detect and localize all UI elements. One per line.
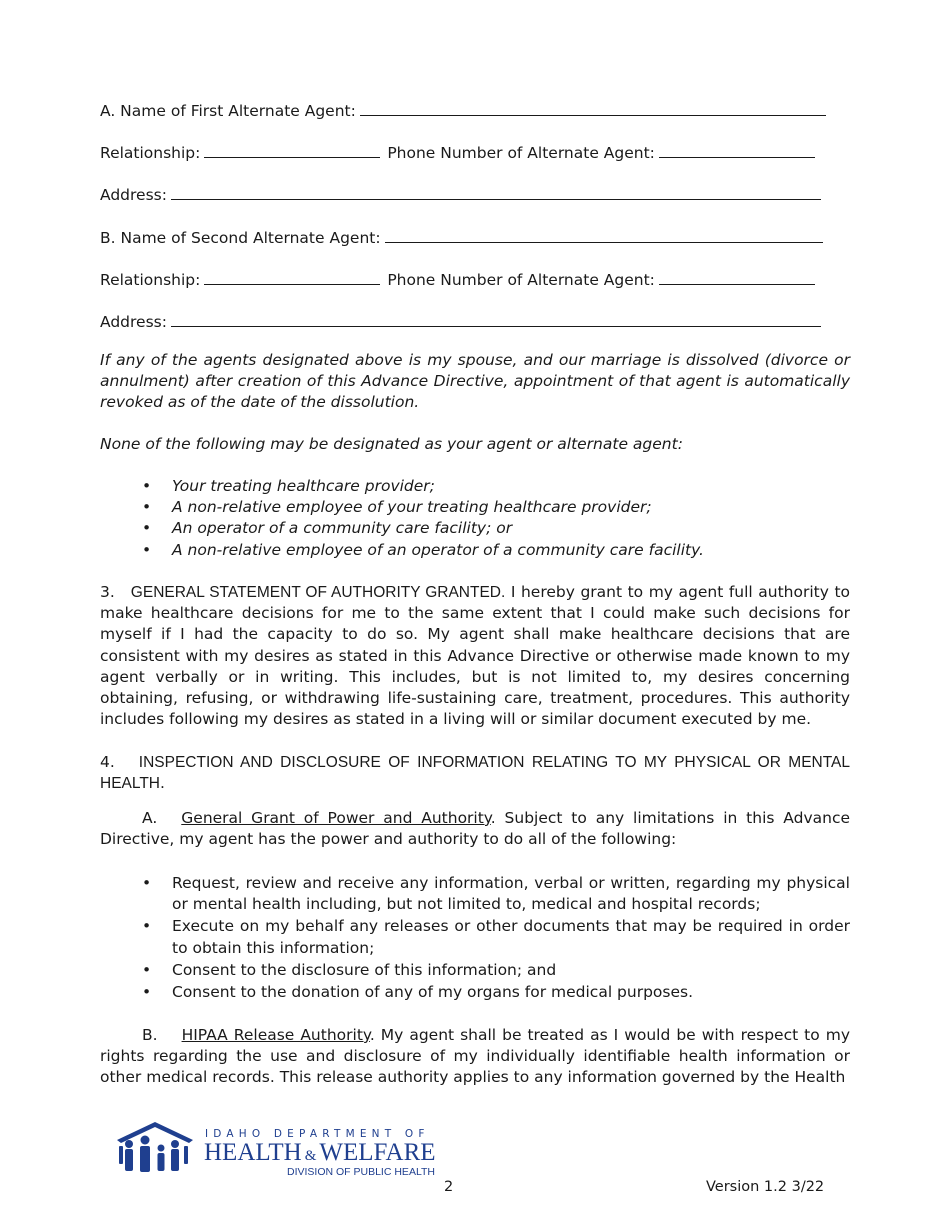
version-label: Version 1.2 3/22 <box>706 1179 825 1195</box>
section-4b-title: HIPAA Release Authority <box>181 1026 370 1044</box>
logo-line-3: DIVISION OF PUBLIC HEALTH <box>287 1166 435 1178</box>
first-agent-name-blank[interactable] <box>360 100 826 116</box>
first-agent-relationship-field <box>100 142 815 163</box>
list-item: • Execute on my behalf any releases or other documents that may be required in order to obtain this information; <box>142 917 850 957</box>
section-4a-title: General Grant of Power and Authority <box>181 809 491 827</box>
list-item: • Consent to the donation of any of my organs for medical purposes. <box>100 982 850 1003</box>
section-4-heading: INSPECTION AND DISCLOSURE OF INFORMATION RELATING TO MY PHYSICAL OR MENTAL HEALTH <box>100 754 850 793</box>
section-4a-body: . Subject to any limitations in this Advance Directive, my agent has the power and authority to do all of the following: <box>100 809 850 849</box>
bullet-icon: • <box>142 874 152 892</box>
first-agent-name-field <box>100 100 826 121</box>
excluded-agents-list <box>100 476 850 561</box>
relationship-label: Relationship: <box>100 144 201 162</box>
second-agent-relationship-field <box>100 269 815 290</box>
section-4a <box>100 808 850 850</box>
list-item: • Consent to the disclosure of this information; and <box>100 960 850 981</box>
section-4a-letter: A. <box>142 809 158 827</box>
phone-label: Phone Number of Alternate Agent: <box>387 144 655 162</box>
logo-line-2: HEALTH & WELFARE <box>204 1139 436 1166</box>
first-phone-blank[interactable] <box>659 142 815 158</box>
section-4b-letter: B. <box>142 1026 158 1044</box>
address-label: Address: <box>100 186 167 204</box>
second-agent-name-field <box>100 227 823 248</box>
first-relationship-blank[interactable] <box>204 142 380 158</box>
section-3-body: I hereby grant to my agent full authority to make healthcare decisions for me to the same extent that I could make such decisions for myself if I had the capacity to do so. My agent shall make healthcare decisions that are consistent with my desires as stated in this Advance Directive or otherwise made known to my agent verbally or in writing. This includes, but is not limited to, my desires concerning obtaining, refusing, or withdrawing life-sustaining care, treatment, procedures. This authority includes following my desires as stated in a living will or similar document executed by me. <box>100 583 851 729</box>
section-3-heading: GENERAL STATEMENT OF AUTHORITY GRANTED. <box>130 584 506 601</box>
second-relationship-blank[interactable] <box>204 269 380 285</box>
address-label: Address: <box>100 313 167 331</box>
list-item: • An operator of a community care facility; or <box>100 518 850 539</box>
logo-line-1: IDAHO DEPARTMENT OF <box>205 1128 430 1140</box>
bullet-icon: • <box>142 498 152 517</box>
second-agent-address-field <box>100 311 821 332</box>
page-number: 2 <box>444 1179 454 1195</box>
list-item: • A non-relative employee of your treating healthcare provider; <box>100 497 850 518</box>
list-item: • A non-relative employee of an operator of a community care facility. <box>100 540 850 561</box>
list-item: • Your treating healthcare provider; <box>100 476 850 497</box>
list-item: • Request, review and receive any information, verbal or written, regarding my physical or mental health including, but not limited to, medical and hospital records; <box>142 874 850 914</box>
second-agent-label: B. Name of Second Alternate Agent: <box>100 229 381 247</box>
section-4-heading-end: . <box>160 774 165 793</box>
phone-label: Phone Number of Alternate Agent: <box>387 271 655 289</box>
bullet-icon: • <box>142 540 152 559</box>
bullet-icon: • <box>142 477 152 495</box>
section-3-number: 3. <box>100 583 115 601</box>
bullet-icon: • <box>142 983 152 1002</box>
section-4b-body: . My agent shall be treated as I would be with respect to my rights regarding the use and disclosure of my individually identifiable health information or other medical records. This release authority applies to any information governed by the Health <box>100 1026 851 1087</box>
section-4-heading-block <box>100 752 850 794</box>
second-agent-name-blank[interactable] <box>385 227 823 243</box>
section-3 <box>100 582 850 730</box>
relationship-label: Relationship: <box>100 271 201 289</box>
second-address-blank[interactable] <box>171 311 821 327</box>
idaho-dhw-logo <box>115 1118 435 1180</box>
section-4b <box>100 1025 850 1089</box>
bullet-icon: • <box>142 960 152 979</box>
first-agent-label: A. Name of First Alternate Agent: <box>100 102 356 120</box>
bullet-icon: • <box>142 519 152 538</box>
agent-powers-list <box>100 873 850 1003</box>
section-4-number: 4. <box>100 753 115 771</box>
first-address-blank[interactable] <box>171 184 821 200</box>
bullet-icon: • <box>142 917 152 936</box>
excluded-agents-intro: None of the following may be designated as your agent or alternate agent: <box>100 435 683 453</box>
first-agent-address-field <box>100 184 821 205</box>
spouse-dissolution-note: If any of the agents designated above is my spouse, and our marriage is dissolved (divorce or annulment) after creation of this Advance Directive, appointment of that agent is automatically revoked as of the date of the dissolution. <box>100 351 850 412</box>
second-phone-blank[interactable] <box>659 269 815 285</box>
